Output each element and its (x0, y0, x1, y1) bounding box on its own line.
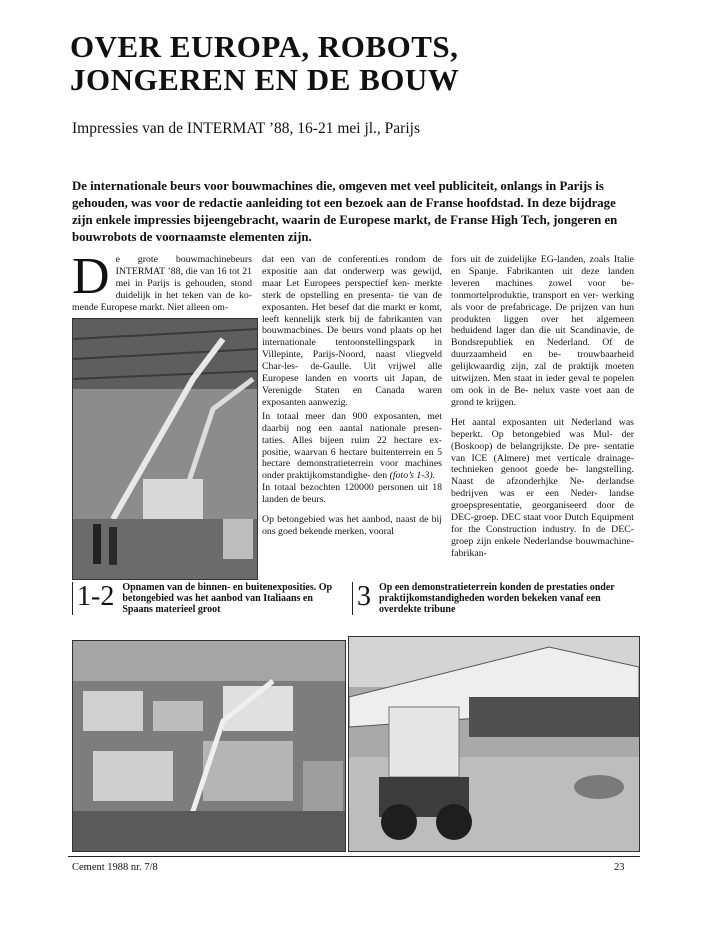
footer-rule (68, 856, 640, 857)
text-column-3 (451, 254, 634, 568)
column-3-paragraph-1: fors uit de zuidelijke EG-landen, zoals Italie en Spanje. Fabrikanten uit deze landen leveren machines zowel voor be- tonmortelproduktie, transport en ver- werking als voor de prefabricage. De prijzen van hun produkten liggen over het algemeen beduidend lager dan die uit Scandinavie, de Bondsrepubliek en Nederland. Of de duurzaamheid en be- trouwbaarheid gelijkwaardig zijn, zal de praktijk moeten uitwijzen. Men staat in ieder geval te popelen om ook in de Be- nelux vaste voet aan de grond te krijgen. (451, 254, 634, 408)
caption-text: Op een demonstratieterrein konden de prestaties onder praktijkomstandigheden worden bekeken vanaf een overdekte tribune (379, 582, 615, 615)
photo-outdoor-exhibition-image (73, 641, 345, 851)
caption-number: 3 (357, 581, 371, 612)
photo-indoor-exhibition-image (73, 319, 257, 579)
footer-journal: Cement 1988 nr. 7/8 (72, 862, 158, 873)
column-1-text: e grote bouwmachinebeurs INTERMAT ’88, die van 16 tot 21 mei in Parijs is gehouden, stond duidelijk in het teken van de ko- mende Europese markt. Niet alleen om- (72, 254, 252, 313)
caption-photo-3 (352, 582, 637, 615)
photo-demonstration-site-image (349, 637, 639, 851)
photo-outdoor-exhibition (72, 640, 346, 852)
column-3-paragraph-2: Het aantal exposanten uit Nederland was beperkt. Op betongebied was Mul- der (Boskoop) de belangrijkste. De pre- sentatie van ICE (Almere) met verticale drainage-technieken genoot goede be- langstelling. Naast de afzonderhjke Ne- derlandse bedrijven was er een Neder- landse groepspresentatie, georganiseerd door de DEC-groep. DEC staat voor Dutch Equipment for the Construction industry. In de DEC-groep zijn enkele Nederlandse bouwmachine-fabrikan- (451, 416, 634, 559)
column-2-paragraph-1: dat een van de conferenti.es rondom de expositie aan dat onderwerp was gewijd, maar Let Europees perspectief ken- merkte sterk de opstelling en presenta- tie van de exposanten. Het besef dat die markt er komt, leeft kennelijk sterk bij de fabrikanten van bouwmacbines. De beurs vond plaats op het internationale tentoonstellingspark in Villepinte, Parijs-Noord, naast vliegveld Char-les- de-Gaulle. Uit vrijwel alle Europese landen en voorts uit Japan, de Verenigde Staten en Canada waren exposanten aanwezig. (262, 254, 442, 408)
text-column-2 (262, 254, 442, 546)
article-lead: De internationale beurs voor bouwmachines die, omgeven met veel publiciteit, onlangs in Parijs is gehouden, was voor de redactie aanleiding tot een bezoek aan de Franse hoofdstad. In deze bijdrage zijn enkele impressies bijeengebracht, waarin de Europese markt, de Franse High Tech, jongeren en bouwrobots de voornaamste elementen zijn. (72, 179, 618, 244)
photo-reference: (foto’s 1-3). (389, 470, 436, 482)
caption-text: Opnamen van de binnen- en buitenexposities. Op betongebied was het aanbod van Italiaans en Spaans materieel groot (122, 582, 333, 615)
page-number: 23 (614, 862, 625, 873)
article-subtitle: Impressies van de INTERMAT ’88, 16-21 mei jl., Parijs (72, 120, 420, 137)
caption-photos-1-2 (72, 582, 337, 615)
title-line-2: JONGEREN EN DE BOUW (70, 62, 460, 97)
column-2-paragraph-3: Op betongebied was het aanbod, naast de bij ons goed bekende merken, vooral (262, 514, 442, 537)
drop-cap: D (72, 248, 110, 305)
title-line-1: OVER EUROPA, ROBOTS, (70, 29, 459, 64)
photo-demonstration-site (348, 636, 640, 852)
column-2-paragraph-2 (262, 411, 442, 506)
column-2-paragraph-2-text: In totaal meer dan 900 exposanten, met daarbij nog een aantal nationale presen- taties. Alles bijeen ruim 22 hectare ex- positie, waarvan 6 hectare buitenterrein en 5 hectare demonstratieterrein voor machines onder praktijkomstandighe- den (262, 410, 442, 482)
column-2-paragraph-2-tail: In totaal bezochten 120000 personen uit 18 landen de beurs. (262, 482, 442, 506)
caption-number: 1-2 (77, 581, 115, 612)
text-column-1 (72, 248, 252, 322)
article-title (70, 30, 670, 96)
photo-indoor-exhibition (72, 318, 258, 580)
